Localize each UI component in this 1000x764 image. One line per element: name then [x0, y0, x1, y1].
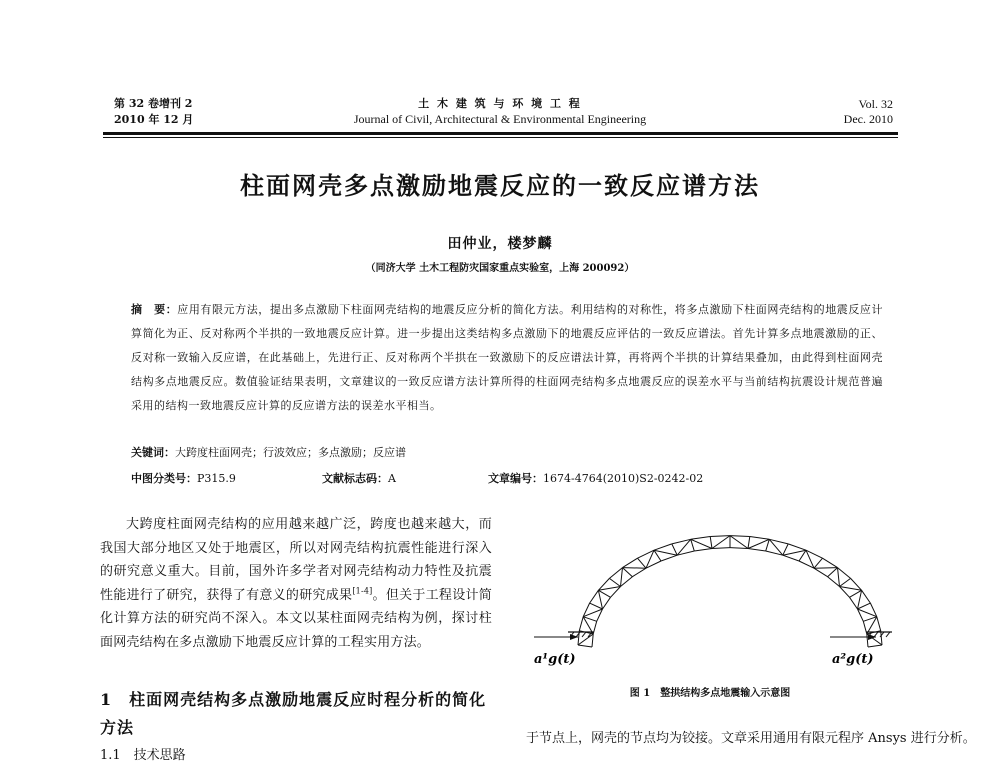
truss-member [590, 603, 603, 609]
figure-label-right: a²g(t) [832, 652, 874, 667]
truss-member [881, 631, 882, 645]
clc-code [131, 472, 236, 486]
section-heading [100, 686, 500, 742]
truss-member [806, 550, 814, 568]
truss-member [578, 634, 593, 645]
truss-member [621, 568, 623, 587]
truss-member [748, 537, 750, 549]
truss-member [858, 590, 862, 609]
truss-member [850, 597, 858, 609]
truss-member [806, 550, 823, 558]
truss-member [730, 536, 748, 549]
header-date-en: Dec. 2010 [843, 112, 893, 126]
truss-member [672, 544, 677, 555]
truss-member [712, 548, 730, 549]
header-journal-en: Journal of Civil, Architectural & Environmental Engineering [353, 112, 647, 126]
truss-member [823, 558, 838, 567]
truss-member [579, 617, 583, 631]
article-number [488, 472, 703, 486]
truss-member [783, 550, 806, 555]
section-number: 1 [100, 690, 113, 709]
truss-member [638, 550, 655, 558]
truss-member [814, 568, 828, 577]
truss-member [603, 597, 611, 609]
header-rule-thick [103, 132, 898, 135]
input-arrow-right [830, 634, 876, 640]
truss-member [654, 544, 672, 550]
truss-member [840, 578, 851, 586]
article-number-value: 1674-4764(2010)S2-0242-02 [543, 472, 704, 485]
truss-member [783, 544, 788, 555]
input-arrow-left [534, 634, 578, 640]
article-title: 柱面网壳多点激励地震反应的一致反应谱方法 [240, 171, 760, 200]
truss-member [867, 634, 868, 647]
header-date-cn: 2010 年 12 月 [114, 113, 194, 126]
citation-ref: [1-4] [352, 586, 373, 596]
header-volume-en: Vol. 32 [858, 97, 893, 111]
truss-member [632, 568, 646, 577]
article-affiliation: （同济大学 土木工程防灾国家重点实验室，上海 200092） [365, 263, 635, 274]
truss-member [862, 590, 871, 603]
truss-member [877, 617, 881, 631]
keywords-text: 大跨度柱面网壳；行波效应；多点激励；反应谱 [175, 446, 406, 459]
truss-member [788, 544, 806, 550]
truss-member [814, 558, 823, 568]
truss-member [621, 577, 633, 587]
truss-member [691, 537, 711, 540]
truss-member [730, 536, 750, 537]
truss-member [828, 568, 838, 577]
truss-member [592, 634, 593, 647]
section-title: 柱面网壳结构多点激励地震反应时程分析的简化方法 [100, 690, 487, 737]
keywords-label: 关键词： [131, 446, 175, 459]
abstract-label: 摘 要： [131, 303, 178, 316]
header-volume-cn: 第 32 卷增刊 2 [114, 97, 193, 110]
doc-value: A [388, 472, 396, 485]
truss-member [838, 568, 851, 579]
truss-member [578, 645, 592, 647]
truss-member [748, 539, 769, 548]
truss-member [730, 548, 748, 549]
doc-code [322, 472, 396, 486]
truss-member [750, 537, 770, 540]
arch-truss-figure [520, 510, 910, 680]
truss-member [814, 568, 838, 569]
abstract-text: 应用有限元方法，提出多点激励下柱面网壳结构的地震反应分析的简化方法。利用结构的对称性，将多点激励下柱面网壳结构的地震反应计算简化为正、反对称两个半拱的一致地震反应计算。进一步提出这类结构多点激励下的地震反应评估的一致反应谱法。首先计算多点地震激励的正、反对称一致输入反应谱，在此基础上，先进行正、反对称两个半拱在一致激励下的反应谱法计算，再将两个半拱的计算结果叠加，由此得到柱面网壳结构多点地震反应。数值验证结果表明，文章建议的一致反应谱方法计算所得的柱面网壳结构多点地震反应的误差水平与当前结构抗震设计规范普遍采用的结构一致地震反应计算的反应谱方法的误差水平相当。 [131, 303, 883, 412]
intro-text-a: 大跨度柱面网壳结构的应用越来越广泛，跨度也越来越大，而我国大部分地区又处于地震区，所以对网壳结构抗震性能进行深入的研究意义重大。目前，国外许多学者对网壳结构动力特性及抗震性能进行了研究，获得了有意义的研究成果 [100, 517, 492, 603]
truss-member [590, 590, 599, 603]
truss-member [691, 539, 712, 548]
truss-member [609, 568, 622, 579]
truss-member [623, 568, 633, 577]
truss-member [783, 555, 799, 561]
article-number-label: 文章编号： [488, 472, 543, 485]
abstract [131, 298, 883, 418]
truss-member [661, 555, 677, 561]
truss-member [654, 550, 677, 555]
truss-member [838, 568, 840, 587]
truss-member [609, 578, 620, 586]
figure-caption: 图 1 整拱结构多点地震输入示意图 [629, 688, 791, 699]
truss-member [694, 549, 712, 552]
truss-member [710, 537, 712, 549]
truss-member [748, 549, 766, 552]
header-journal-cn: 土 木 建 筑 与 环 境 工 程 [418, 97, 582, 110]
clc-value: P315.9 [197, 472, 236, 485]
figure-label-left: a¹g(t) [534, 652, 576, 667]
truss-member [623, 568, 647, 569]
truss-member [623, 558, 638, 567]
right-column-text: 于节点上，网壳的节点均为铰接。文章采用通用有限元程序 Ansys 进行分析。 [526, 731, 976, 746]
arch-truss-members [578, 536, 882, 647]
header-rule-thin [103, 137, 898, 138]
clc-label: 中图分类号： [131, 472, 197, 485]
keywords [131, 446, 406, 460]
truss-member [646, 550, 654, 568]
truss-member [712, 536, 730, 549]
doc-label: 文献标志码： [322, 472, 388, 485]
truss-member [858, 603, 871, 609]
article-authors: 田仲业，楼梦麟 [447, 236, 553, 252]
truss-member [868, 645, 882, 647]
intro-paragraph [100, 513, 492, 654]
truss-member [638, 558, 647, 568]
truss-member [598, 590, 602, 609]
subsection-heading: 1.1 技术思路 [100, 748, 186, 763]
truss-member [828, 577, 840, 587]
truss-member [710, 536, 730, 537]
intro-text-b: 。但关于工程设计简化计算方法的研究尚不深入。本文以某柱面网壳结构为例，探讨柱面网壳结构在多点激励下地震反应计算的工程实用方法。 [100, 587, 492, 650]
